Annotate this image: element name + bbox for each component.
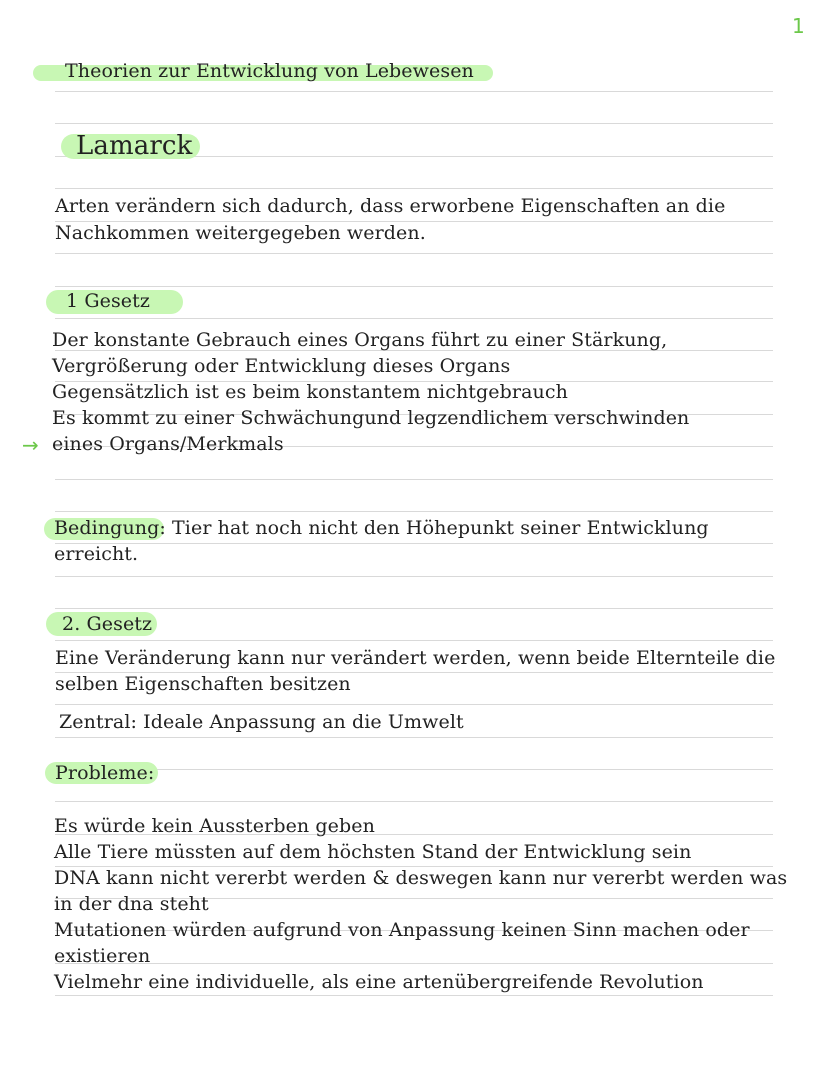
law2-heading: 2. Gesetz xyxy=(62,613,153,635)
problem-line: in der dna steht xyxy=(54,893,209,915)
ruled-line xyxy=(55,963,773,964)
condition-label: Bedingung: xyxy=(54,517,166,539)
ruled-line xyxy=(55,188,773,189)
section-heading-lamarck: Lamarck xyxy=(76,131,193,161)
ruled-line xyxy=(55,543,773,544)
central-statement: Zentral: Ideale Anpassung an die Umwelt xyxy=(59,711,464,733)
problems-heading: Probleme: xyxy=(55,762,155,784)
law1-line: eines Organs/Merkmals xyxy=(52,433,284,455)
problem-line: Vielmehr eine individuelle, als eine artenübergreifende Revolution xyxy=(54,971,704,993)
condition-continuation: erreicht. xyxy=(54,543,139,565)
law1-line: Gegensätzlich ist es beim konstantem nichtgebrauch xyxy=(52,381,568,403)
ruled-line xyxy=(55,318,773,319)
ruled-line xyxy=(55,737,773,738)
ruled-line xyxy=(55,576,773,577)
summary-line: Arten verändern sich dadurch, dass erworbene Eigenschaften an die xyxy=(55,195,726,217)
condition-line xyxy=(54,517,709,539)
law2-line: selben Eigenschaften besitzen xyxy=(55,673,351,695)
page-title: Theorien zur Entwicklung von Lebewesen xyxy=(65,60,474,82)
problem-line: existieren xyxy=(54,945,151,967)
ruled-line xyxy=(55,479,773,480)
ruled-line xyxy=(55,995,773,996)
page-number: 1 xyxy=(792,14,805,38)
law1-line: Vergrößerung oder Entwicklung dieses Organs xyxy=(52,355,511,377)
problem-line: DNA kann nicht vererbt werden & deswegen kann nur vererbt werden was xyxy=(54,867,788,889)
problem-line: Mutationen würden aufgrund von Anpassung keinen Sinn machen oder xyxy=(54,919,750,941)
law1-heading: 1 Gesetz xyxy=(66,290,150,312)
ruled-line xyxy=(55,253,773,254)
ruled-line xyxy=(55,769,773,770)
ruled-line xyxy=(55,801,773,802)
law1-line: Es kommt zu einer Schwächungund legzendlichem verschwinden xyxy=(52,407,690,429)
ruled-line xyxy=(55,91,773,92)
problem-line: Es würde kein Aussterben geben xyxy=(54,815,375,837)
ruled-line xyxy=(55,640,773,641)
condition-text: Tier hat noch nicht den Höhepunkt seiner Entwicklung xyxy=(165,517,709,539)
law1-line: Der konstante Gebrauch eines Organs führt zu einer Stärkung, xyxy=(52,329,668,351)
summary-line: Nachkommen weitergegeben werden. xyxy=(55,222,426,244)
ruled-line xyxy=(55,704,773,705)
law2-line: Eine Veränderung kann nur verändert werden, wenn beide Elternteile die xyxy=(55,647,776,669)
arrow-right-icon: → xyxy=(22,433,39,457)
ruled-line xyxy=(55,286,773,287)
ruled-line xyxy=(55,511,773,512)
ruled-line xyxy=(55,123,773,124)
ruled-line xyxy=(55,608,773,609)
problem-line: Alle Tiere müssten auf dem höchsten Stand der Entwicklung sein xyxy=(54,841,692,863)
